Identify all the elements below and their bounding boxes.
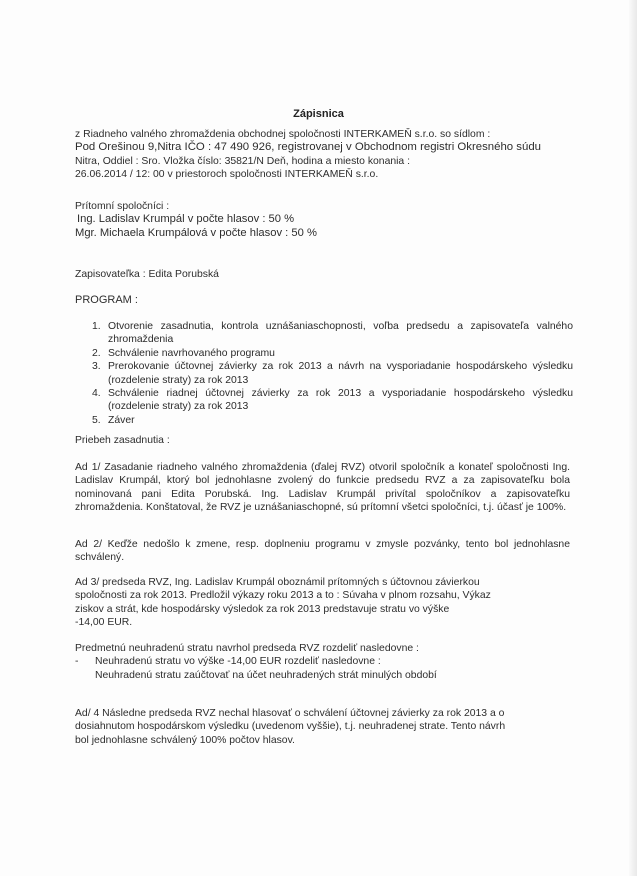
- loss-intro: Predmetnú neuhradenú stratu navrhol predseda RVZ rozdeliť nasledovne :: [75, 643, 419, 654]
- header-line-1: z Riadneho valného zhromaždenia obchodnej spoločnosti INTERKAMEŇ s.r.o. so sídlom :: [75, 129, 491, 140]
- program-item: 1. Otvorenie zasadnutia, kontrola uznášaniaschopnosti, voľba predsedu a zapisovateľa valného zhromaždenia: [92, 321, 573, 346]
- ad3-line-2: spoločnosti za rok 2013. Predložil výkazy roku 2013 a to : Súvaha v plnom rozsahu, Výkaz: [75, 590, 491, 602]
- ad4-line-3: bol jednohlasne schválený 100% počtov hlasov.: [75, 734, 295, 746]
- scan-edge: [629, 0, 637, 876]
- program-item: 5. Záver: [92, 414, 135, 426]
- recorder: Zapisovateľka : Edita Porubská: [75, 269, 219, 280]
- program-label: PROGRAM :: [75, 294, 138, 306]
- ad1-paragraph: Ad 1/ Zasadanie riadneho valného zhromaždenia (ďalej RVZ) otvoril spoločník a konateľ spoločnosti Ing. Ladislav Krumpál, ktorý bol jednohlasne zvolený do funkcie predsedu RVZ a za zapisovateľku bola nominovaná pani Edita Porubská. Ing. Ladislav Krumpál privítal spoločníkov a zapisovateľku zhromaždenia. Konštatoval, že RVZ je uznášaniaschopné, sú prítomní všetci spoločníci, t.j. účasť je 100%.: [75, 462, 570, 514]
- loss-line-1: Neuhradenú stratu vo výške -14,00 EUR rozdeliť nasledovne :: [95, 656, 381, 668]
- ad3-line-4: -14,00 EUR.: [75, 617, 133, 629]
- program-item: 3. Prerokovanie účtovnej závierky za rok 2013 a návrh na vysporiadanie hospodárskeho výsledku (rozdelenie straty) za rok 2013: [92, 361, 573, 386]
- ad3-line-3: ziskov a strát, kde hospodársky výsledok za rok 2013 predstavuje stratu vo výške: [75, 603, 450, 615]
- header-line-4: 26.06.2014 / 12: 00 v priestoroch spoločnosti INTERKAMEŇ s.r.o.: [75, 169, 379, 181]
- loss-bullet: [75, 655, 575, 668]
- ad2-paragraph: Ad 2/ Keďže nedošlo k zmene, resp. doplneniu programu v zmysle pozvánky, tento bol jednohlasne schválený.: [75, 539, 570, 564]
- header-line-2: Pod Orešinou 9,Nitra IČO : 47 490 926, registrovanej v Obchodnom registri Okresného súdu: [75, 141, 541, 154]
- ad3-block: [75, 576, 575, 630]
- attendees-label: Prítomní spoločníci :: [75, 201, 170, 212]
- header-block: [75, 128, 570, 182]
- loss-block: [75, 642, 575, 682]
- ad4-line-1: Ad/ 4 Následne predseda RVZ nechal hlasovať o schválení účtovnej závierky za rok 2013 a o: [75, 708, 505, 719]
- attendees-block: [75, 200, 475, 240]
- attendee-2: Mgr. Michaela Krumpálová v počte hlasov : 50 %: [75, 226, 317, 239]
- document-title: Zápisnica: [293, 108, 344, 120]
- attendee-1: Ing. Ladislav Krumpál v počte hlasov : 50 %: [77, 213, 295, 226]
- proceedings-label: Priebeh zasadnutia :: [75, 435, 170, 446]
- dash-marker: -: [75, 656, 79, 668]
- loss-line-2: Neuhradenú stratu zaúčtovať na účet neuhradených strát minulých období: [95, 669, 437, 681]
- header-line-3: Nitra, Oddiel : Sro. Vložka číslo: 35821/N Deň, hodina a miesto konania :: [75, 155, 410, 167]
- program-list: [88, 320, 573, 427]
- ad4-block: [75, 707, 575, 747]
- program-item: 2. Schválenie navrhovaného programu: [92, 347, 275, 359]
- program-item: 4. Schválenie riadnej účtovnej závierky za rok 2013 a vysporiadanie hospodárskeho výsledku (rozdelenie straty) za rok 2013: [92, 388, 573, 413]
- ad3-line-1: Ad 3/ predseda RVZ, Ing. Ladislav Krumpál oboznámil prítomných s účtovnou závierkou: [75, 577, 480, 588]
- ad4-line-2: dosiahnutom hospodárskom výsledku (uvedenom vyššie), t.j. neuhradenej strate. Tento návrh: [75, 721, 506, 733]
